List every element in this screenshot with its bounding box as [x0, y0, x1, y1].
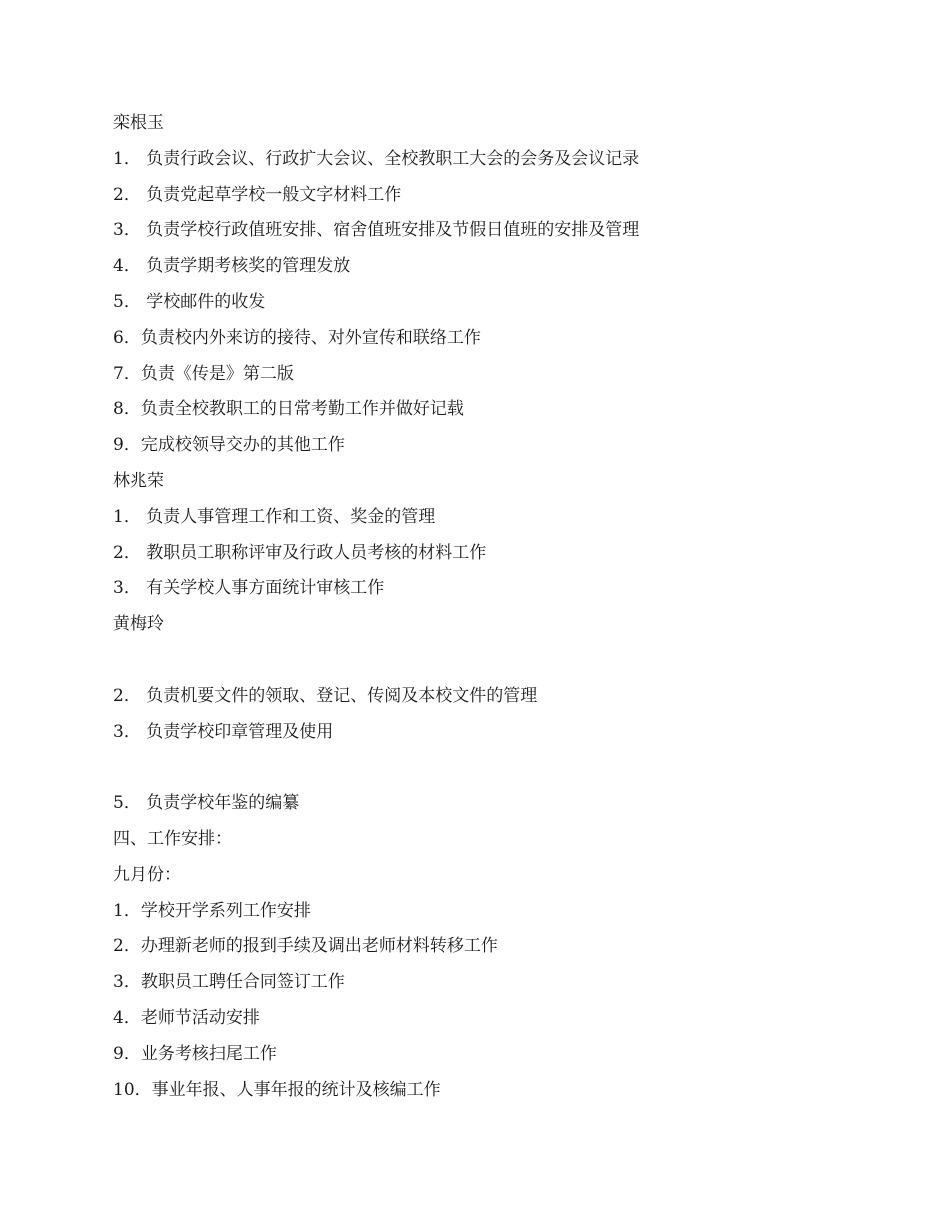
list-item: 3．教职员工聘任合同签订工作 [113, 972, 345, 993]
list-item: 9．完成校领导交办的其他工作 [113, 435, 345, 456]
list-item: 4． 负责学期考核奖的管理发放 [113, 256, 351, 277]
list-item: 5． 学校邮件的收发 [113, 291, 266, 312]
list-item: 5． 负责学校年鉴的编纂 [113, 793, 300, 814]
list-item: 3． 负责学校印章管理及使用 [113, 721, 334, 742]
list-item: 1．学校开学系列工作安排 [113, 900, 311, 921]
list-item: 8．负责全校教职工的日常考勤工作并做好记载 [113, 399, 464, 420]
work-plan-heading: 四、工作安排： [113, 828, 232, 849]
list-item: 3． 有关学校人事方面统计审核工作 [113, 578, 385, 599]
list-item: 1． 负责人事管理工作和工资、奖金的管理 [113, 506, 436, 527]
blank-line [113, 643, 893, 679]
list-item: 2． 教职员工职称评审及行政人员考核的材料工作 [113, 542, 487, 563]
section-heading-luan: 栾根玉 [113, 113, 164, 133]
section-heading-huang: 黄梅玲 [113, 614, 164, 635]
list-item: 4．老师节活动安排 [113, 1007, 260, 1028]
list-item: 2． 负责机要文件的领取、登记、传阅及本校文件的管理 [113, 685, 538, 706]
blank-line [113, 750, 893, 786]
list-item: 9．业务考核扫尾工作 [113, 1043, 277, 1064]
list-item: 1． 负责行政会议、行政扩大会议、全校教职工大会的会务及会议记录 [113, 148, 640, 169]
list-item: 10．事业年报、人事年报的统计及核编工作 [113, 1079, 441, 1100]
section-heading-lin: 林兆荣 [113, 470, 164, 491]
list-item: 2．办理新老师的报到手续及调出老师材料转移工作 [113, 936, 498, 957]
list-item: 6．负责校内外来访的接待、对外宣传和联络工作 [113, 327, 481, 348]
document-page [113, 106, 893, 1108]
list-item: 3． 负责学校行政值班安排、宿舍值班安排及节假日值班的安排及管理 [113, 220, 640, 241]
list-item: 7．负责《传是》第二版 [113, 363, 294, 384]
month-heading: 九月份： [113, 864, 181, 885]
list-item: 2． 负责党起草学校一般文字材料工作 [113, 184, 402, 205]
